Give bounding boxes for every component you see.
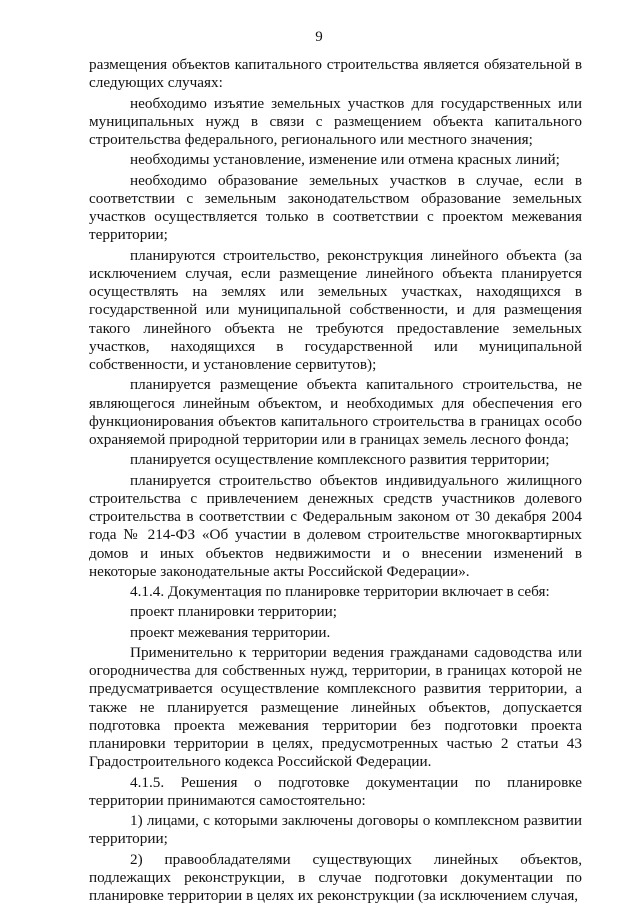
- paragraph: проект планировки территории;: [130, 603, 338, 621]
- paragraph: планируется строительство объектов индивидуального жилищного строительства с привлечением денежных средств участников долевого строительства в соответствии с Федеральным законом от 30 декабря 2004 года № 214-ФЗ «Об участии в долевом строительстве многоквартирных домов и иных объектов недвижимости и о внесении изменений в некоторые законодательные акты Российской Федерации».: [89, 471, 582, 580]
- paragraph: планируются строительство, реконструкция линейного объекта (за исключением случая, если размещение линейного объекта планируется осуществлять на землях или земельных участках, находящихся в государственной или муниципальной собственности, и для размещения такого линейного объекта не требуются предоставление земельных участков, находящихся в государственной или муниципальной собственности, и установление сервитутов);: [89, 246, 582, 373]
- page-number: 9: [315, 29, 323, 45]
- paragraph: 2) правообладателями существующих линейных объектов, подлежащих реконструкции, в случае подготовки документации по планировке территории в целях их реконструкции (за исключением случая,: [89, 850, 582, 904]
- paragraph: 4.1.5. Решения о подготовке документации по планировке территории принимаются самостоятельно:: [89, 773, 582, 809]
- paragraph: планируется осуществление комплексного развития территории;: [130, 451, 550, 469]
- paragraph: необходимы установление, изменение или отмена красных линий;: [130, 151, 560, 169]
- paragraph: планируется размещение объекта капитального строительства, не являющегося линейным объектом, и необходимых для обеспечения его функционирования объектов капитального строительства в границах особо охраняемой природной территории или в границах земель лесного фонда;: [89, 376, 582, 448]
- paragraph: размещения объектов капитального строительства является обязательной в следующих случаях:: [89, 56, 582, 92]
- paragraph: проект межевания территории.: [130, 623, 331, 641]
- paragraph: Применительно к территории ведения гражданами садоводства или огородничества для собственных нужд, территории, в границах которой не предусматривается осуществление комплексного развития территории, а также не планируется размещение линейных объектов, допускается подготовка проекта межевания территории без подготовки проекта планировки территории в целях, предусмотренных частью 2 статьи 43 Градостроительного кодекса Российской Федерации.: [89, 643, 582, 771]
- paragraph: 4.1.4. Документация по планировке территории включает в себя:: [130, 583, 550, 600]
- paragraph: необходимо образование земельных участков в случае, если в соответствии с земельным законодательством образование земельных участков осуществляется только в соответствии с проектом межевания территории;: [89, 171, 582, 244]
- paragraph: 1) лицами, с которыми заключены договоры о комплексном развитии территории;: [89, 812, 582, 848]
- paragraph: необходимо изъятие земельных участков для государственных или муниципальных нужд в связи с размещением объекта капитального строительства федерального, регионального или местного значения;: [89, 94, 582, 148]
- document-body: [89, 56, 582, 905]
